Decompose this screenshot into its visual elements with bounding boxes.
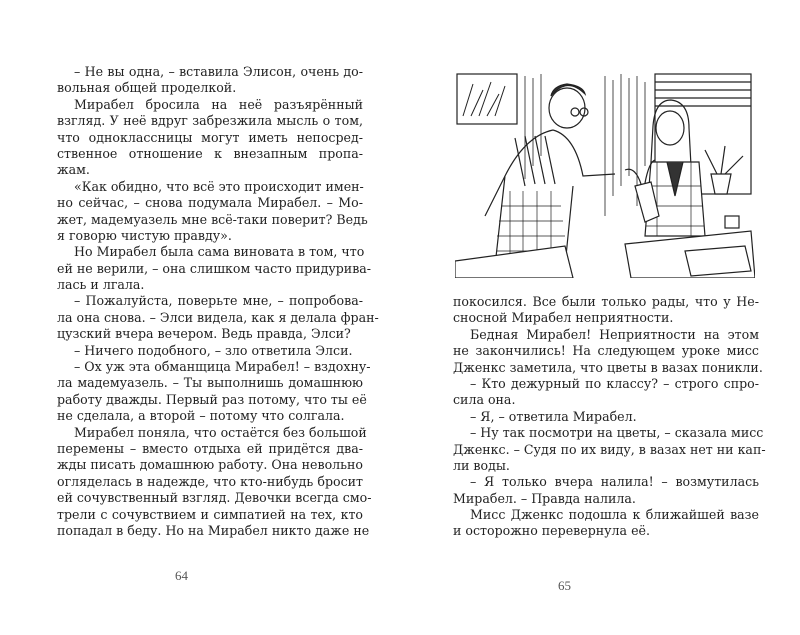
text-line: цузский вчера вечером. Ведь правда, Элси?	[57, 326, 351, 342]
shelf	[457, 74, 517, 124]
text-line: Мирабел бросила на неё разъярённый	[74, 96, 363, 112]
text-line: и осторожно перевернула её.	[453, 523, 650, 539]
text-line: сносной Мирабел неприятности.	[453, 310, 674, 326]
right-page-text	[453, 294, 766, 540]
text-line: работу дважды. Первый раз потому, что ты её	[57, 391, 367, 407]
text-line: – Ох уж эта обманщица Мирабел! – вздохну-	[74, 359, 371, 375]
blinds	[655, 82, 751, 106]
text-line: взгляд. У неё вдруг забрезжила мысль о том,	[57, 113, 363, 129]
text-line: что одноклассницы могут иметь непосред-	[57, 129, 363, 145]
text-line: – Ну так посмотри на цветы, – сказала мисс	[470, 425, 764, 441]
text-line: но сейчас, – снова подумала Мирабел. – Мо-	[57, 195, 363, 211]
text-line: вольная общей проделкой.	[57, 80, 237, 96]
left-page-text	[57, 64, 379, 539]
text-line: ла она снова. – Элси видела, как я делала фран-	[57, 309, 379, 325]
text-line: не закончились! На следующем уроке мисс	[453, 343, 759, 359]
text-line: Мирабел. – Правда налила.	[453, 490, 636, 506]
text-line: жет, мадемуазель мне всё-таки поверит? Ведь	[57, 211, 368, 227]
text-line: трели с сочувствием и симпатией на тех, кто	[57, 506, 363, 522]
text-line: ла мадемуазель. – Ты выполнишь домашнюю	[57, 375, 363, 391]
text-line: Дженкс заметила, что цветы в вазах поникли.	[453, 359, 763, 375]
text-line: – Кто дежурный по классу? – строго спро-	[470, 375, 759, 391]
text-line: огляделась в надежде, что кто-нибудь бросит	[57, 473, 363, 489]
text-line: – Я только вчера налила! – возмутилась	[470, 474, 759, 490]
page-number: 64	[175, 568, 188, 583]
text-line: не сделала, а второй – потому что солгала.	[57, 408, 345, 424]
text-line: Мисс Дженкс подошла к ближайшей вазе	[470, 507, 759, 523]
text-line: – Пожалуйста, поверьте мне, – попробова-	[74, 293, 363, 309]
text-line: ли воды.	[453, 457, 510, 473]
ink-pot	[725, 216, 739, 228]
text-line: жам.	[57, 162, 90, 178]
text-line: я говорю чистую правду».	[57, 227, 232, 243]
text-line: покосился. Все были только рады, что у Не-	[453, 294, 759, 309]
text-line: перемены – вместо отдыха ей придётся два-	[57, 440, 363, 456]
text-line: ей сочувственный взгляд. Девочки всегда смо-	[57, 490, 372, 506]
text-line: ей не верили, – она слишком часто придурива-	[57, 260, 372, 276]
text-line: – Я, – ответила Мирабел.	[470, 408, 637, 424]
text-line: ственное отношение к внезапным пропа-	[57, 145, 363, 161]
text-line: Бедная Мирабел! Неприятности на этом	[470, 326, 759, 342]
page-number: 65	[558, 578, 571, 593]
text-line: – Не вы одна, – вставила Элисон, очень до-	[74, 64, 363, 79]
text-line: «Как обидно, что всё это происходит имен-	[74, 178, 364, 194]
potted-plant	[705, 146, 743, 194]
illustration	[455, 66, 755, 278]
text-line: Дженкс. – Судя по их виду, в вазах нет ни кап-	[453, 441, 766, 457]
text-line: попадал в беду. Но на Мирабел никто даже не	[57, 522, 370, 538]
text-line: жды писать домашнюю работу. Она невольно	[57, 457, 363, 473]
text-line: – Ничего подобного, – зло ответила Элси.	[74, 342, 353, 358]
text-line: Но Мирабел была сама виновата в том, что	[74, 244, 365, 260]
text-line: лась и лгала.	[57, 277, 145, 293]
teacher-figure	[485, 84, 615, 266]
text-line: сила она.	[453, 392, 516, 408]
text-line: Мирабел поняла, что остаётся без большой	[74, 424, 367, 440]
shelf-plant	[463, 82, 505, 116]
